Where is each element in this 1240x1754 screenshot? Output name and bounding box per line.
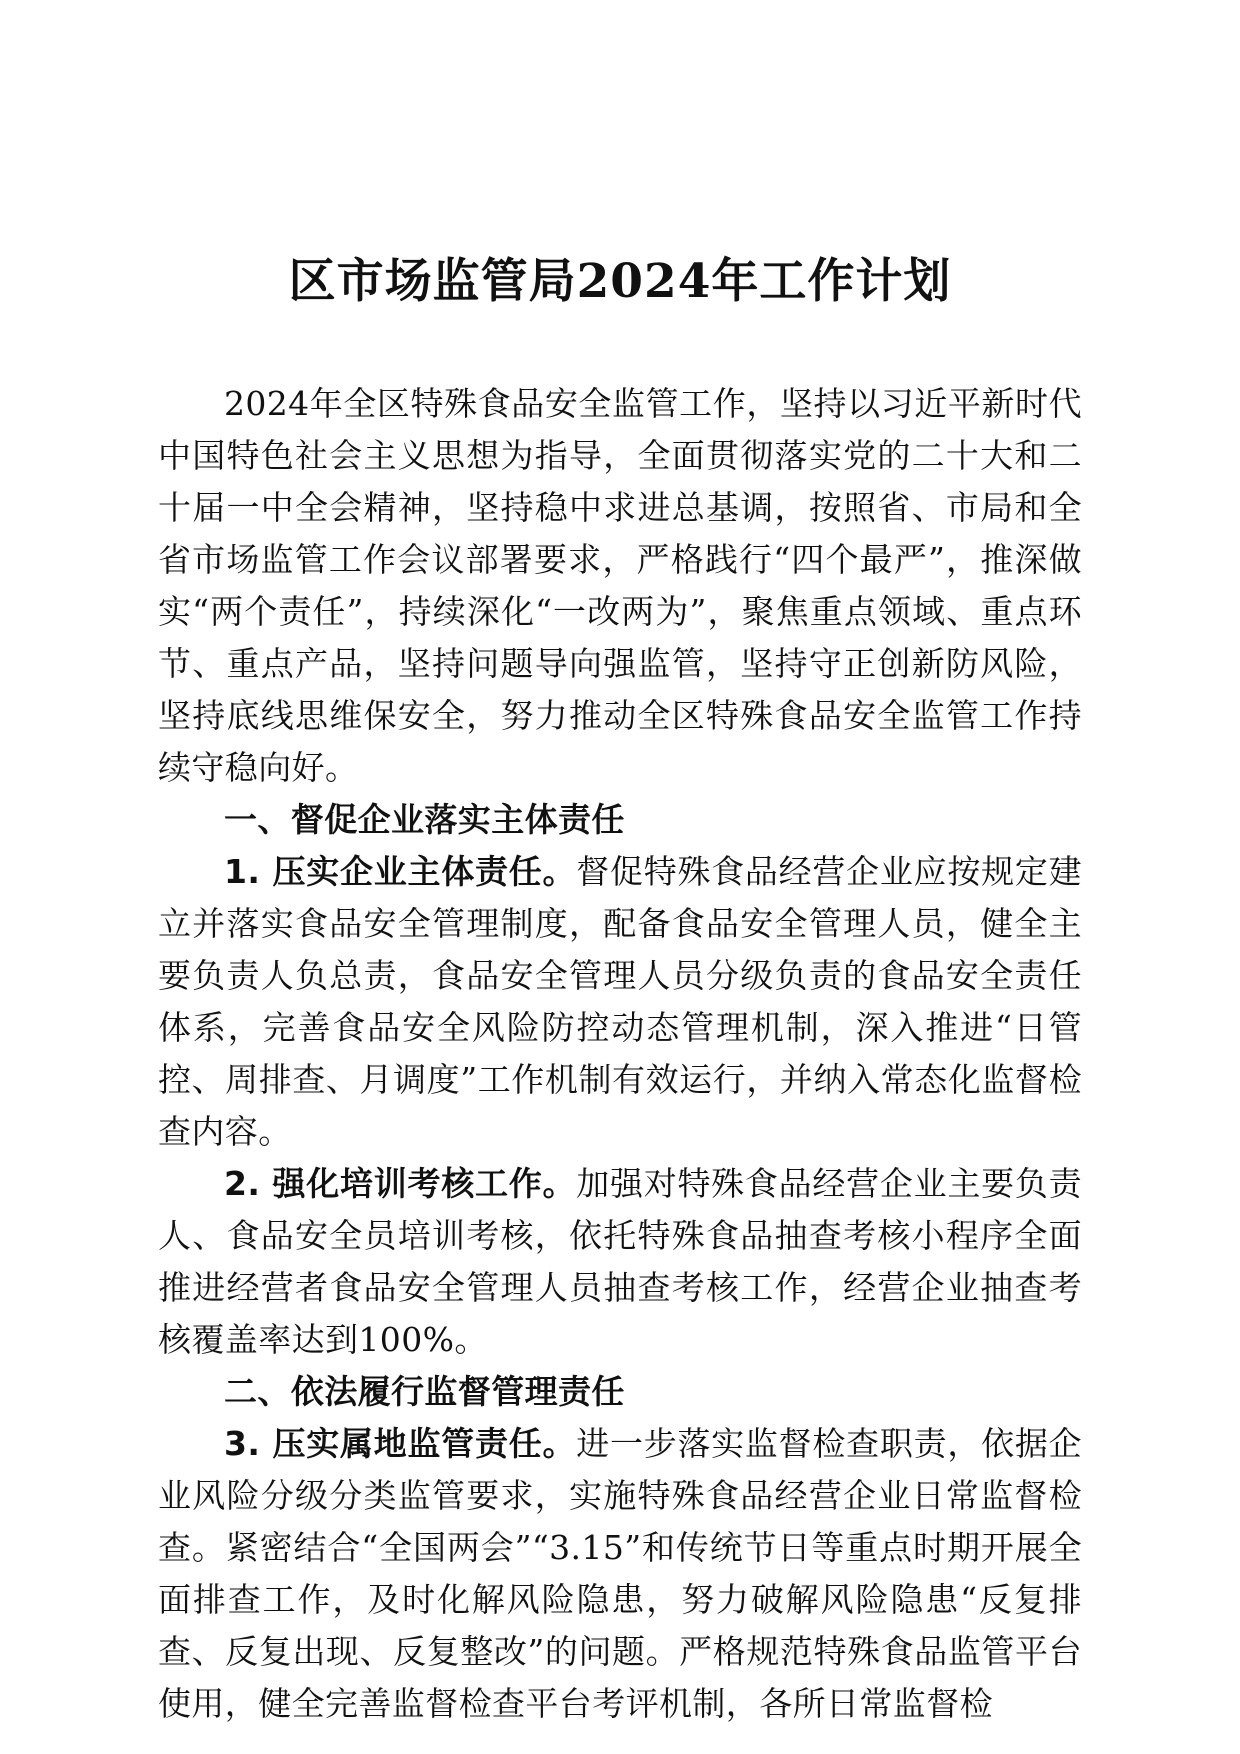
item-lead-1: 1. 压实企业主体责任。	[224, 852, 577, 891]
section-heading-1: 一、督促企业落实主体责任	[224, 800, 625, 839]
item-lead-2: 2. 强化培训考核工作。	[224, 1164, 577, 1203]
item-paragraph-2	[158, 1158, 1082, 1366]
item-paragraph-1	[158, 846, 1082, 1158]
intro-paragraph: 2024年全区特殊食品安全监管工作，坚持以习近平新时代中国特色社会主义思想为指导，全面贯彻落实党的二十大和二十届一中全会精神，坚持稳中求进总基调，按照省、市局和全省市场监管工作会议部署要求，严格践行“四个最严”，推深做实“两个责任”，持续深化“一改两为”，聚焦重点领域、重点环节、重点产品，坚持问题导向强监管，坚持守正创新防风险，坚持底线思维保安全，努力推动全区特殊食品安全监管工作持续守稳向好。	[158, 384, 1082, 787]
item-paragraph-3	[158, 1418, 1082, 1730]
document-title: 区市场监管局2024年工作计划	[288, 254, 952, 309]
item-lead-3: 3. 压实属地监管责任。	[224, 1424, 577, 1463]
item-text-1: 督促特殊食品经营企业应按规定建立并落实食品安全管理制度，配备食品安全管理人员，健全主要负责人负总责，食品安全管理人员分级负责的食品安全责任体系，完善食品安全风险防控动态管理机制，深入推进“日管控、周排查、月调度”工作机制有效运行，并纳入常态化监督检查内容。	[158, 852, 1083, 1151]
section-heading-2: 二、依法履行监督管理责任	[224, 1372, 625, 1411]
item-text-2: 加强对特殊食品经营企业主要负责人、食品安全员培训考核，依托特殊食品抽查考核小程序全面推进经营者食品安全管理人员抽查考核工作，经营企业抽查考核覆盖率达到100%。	[158, 1164, 1083, 1359]
document-body	[158, 378, 1082, 1730]
item-text-3: 进一步落实监督检查职责，依据企业风险分级分类监管要求，实施特殊食品经营企业日常监督检查。紧密结合“全国两会”“3.15”和传统节日等重点时期开展全面排查工作，及时化解风险隐患，努力破解风险隐患“反复排查、反复出现、反复整改”的问题。严格规范特殊食品监管平台使用，健全完善监督检查平台考评机制，各所日常监督检	[158, 1424, 1083, 1723]
